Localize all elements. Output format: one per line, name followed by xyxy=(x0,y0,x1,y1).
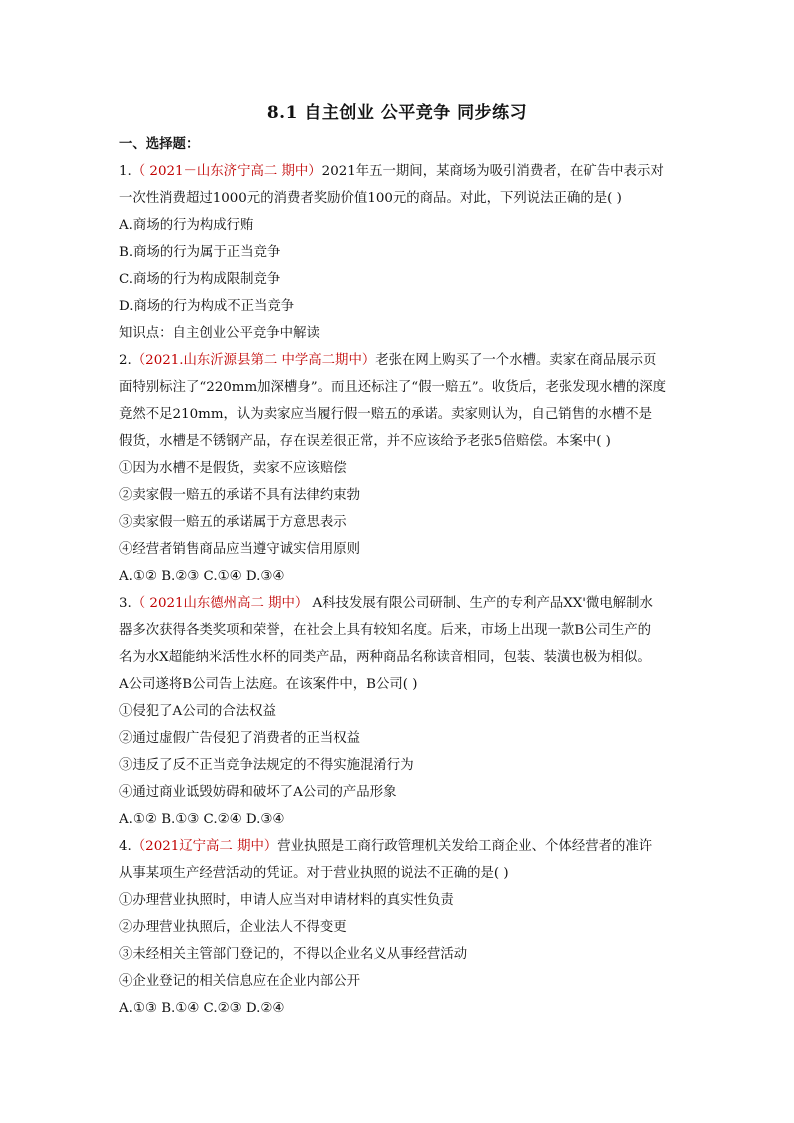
question-stem-line xyxy=(119,158,679,185)
question-list xyxy=(119,131,679,1022)
question-stem-line xyxy=(119,833,679,860)
question-number: 1. xyxy=(119,164,132,179)
question-stem-line: 从事某项生产经营活动的凭证。对于营业执照的说法不正确的是( ) xyxy=(119,866,509,881)
question-source: （ 2021－山东济宁高二 期中） xyxy=(131,164,322,179)
statement-1: ①办理营业执照时，申请人应当对申请材料的真实性负责 xyxy=(119,893,454,908)
question-4 xyxy=(119,833,679,1022)
question-source: （ 2021山东德州高二 期中） xyxy=(131,596,309,611)
question-3 xyxy=(119,590,679,833)
question-source: （2021辽宁高二 期中） xyxy=(131,839,278,854)
statement-1: ①因为水槽不是假货，卖家不应该赔偿 xyxy=(119,461,347,476)
section-heading: 一、选择题： xyxy=(119,136,200,152)
statement-3: ③未经相关主管部门登记的，不得以企业名义从事经营活动 xyxy=(119,947,468,962)
option-a: A.商场的行为构成行贿 xyxy=(119,218,254,233)
knowledge-point: 知识点：自主创业公平竞争中解读 xyxy=(119,326,320,341)
question-stem-line: A公司遂将B公司告上法庭。在该案件中，B公司( ) xyxy=(119,677,418,692)
question-stem-line: 面特别标注了“220mm加深槽身”。而且还标注了“假一赔五”。收货后，老张发现水槽的深度 xyxy=(119,380,667,395)
answer-choices: A.①③ B.①④ C.②③ D.②④ xyxy=(119,1001,285,1016)
question-source: （2021.山东沂源县第二 中学高二期中） xyxy=(131,353,376,368)
question-stem-line xyxy=(119,347,679,374)
question-stem-line: 假货，水槽是不锈钢产品，存在误差很正常，并不应该给予老张5倍赔偿。本案中( ) xyxy=(119,434,611,449)
question-stem-line: 器多次获得各类奖项和荣誉，在社会上具有较知名度。后来，市场上出现一款B公司生产的 xyxy=(119,623,652,638)
question-number: 2. xyxy=(119,353,132,368)
statement-2: ②办理营业执照后，企业法人不得变更 xyxy=(119,920,347,935)
question-stem-line: 名为水X超能纳米活性水杯的同类产品，两种商品名称读音相同，包装、装潢也极为相似。 xyxy=(119,650,651,665)
option-b: B.商场的行为属于正当竞争 xyxy=(119,245,281,260)
statement-3: ③违反了反不正当竞争法规定的不得实施混淆行为 xyxy=(119,758,414,773)
question-text: 老张在网上购买了一个水槽。卖家在商品展示页 xyxy=(375,353,657,368)
question-number: 4. xyxy=(119,839,132,854)
question-text: A科技发展有限公司研制、生产的专利产品XX'微电解制水 xyxy=(308,596,653,611)
statement-4: ④通过商业诋毁妨碍和破坏了A公司的产品形象 xyxy=(119,785,397,800)
question-text: 营业执照是工商行政管理机关发给工商企业、个体经营者的准许 xyxy=(277,839,653,854)
page-title: 8.1 自主创业 公平竞争 同步练习 xyxy=(266,103,528,123)
statement-4: ④经营者销售商品应当遵守诚实信用原则 xyxy=(119,542,361,557)
option-d: D.商场的行为构成不正当竞争 xyxy=(119,299,295,314)
statement-2: ②通过虚假广告侵犯了消费者的正当权益 xyxy=(119,731,361,746)
question-2 xyxy=(119,347,679,590)
statement-2: ②卖家假一赔五的承诺不具有法律约束勃 xyxy=(119,488,361,503)
question-stem-line: 一次性消费超过1000元的消费者奖励价值100元的商品。对此，下列说法正确的是( ) xyxy=(119,191,622,206)
question-stem-line xyxy=(119,590,679,617)
question-number: 3. xyxy=(119,596,132,611)
question-text: 2021年五一期间，某商场为吸引消费者，在矿告中表示对 xyxy=(321,164,664,179)
statement-1: ①侵犯了A公司的合法权益 xyxy=(119,704,276,719)
answer-choices: A.①② B.①③ C.②④ D.③④ xyxy=(119,812,285,827)
statement-4: ④企业登记的相关信息应在企业内部公开 xyxy=(119,974,361,989)
statement-3: ③卖家假一赔五的承诺属于方意思表示 xyxy=(119,515,347,530)
option-c: C.商场的行为构成限制竞争 xyxy=(119,272,281,287)
question-stem-line: 竟然不足210mm，认为卖家应当履行假一赔五的承诺。卖家则认为，自己销售的水槽不是 xyxy=(119,407,653,422)
answer-choices: A.①② B.②③ C.①④ D.③④ xyxy=(119,569,285,584)
question-1 xyxy=(119,158,679,347)
